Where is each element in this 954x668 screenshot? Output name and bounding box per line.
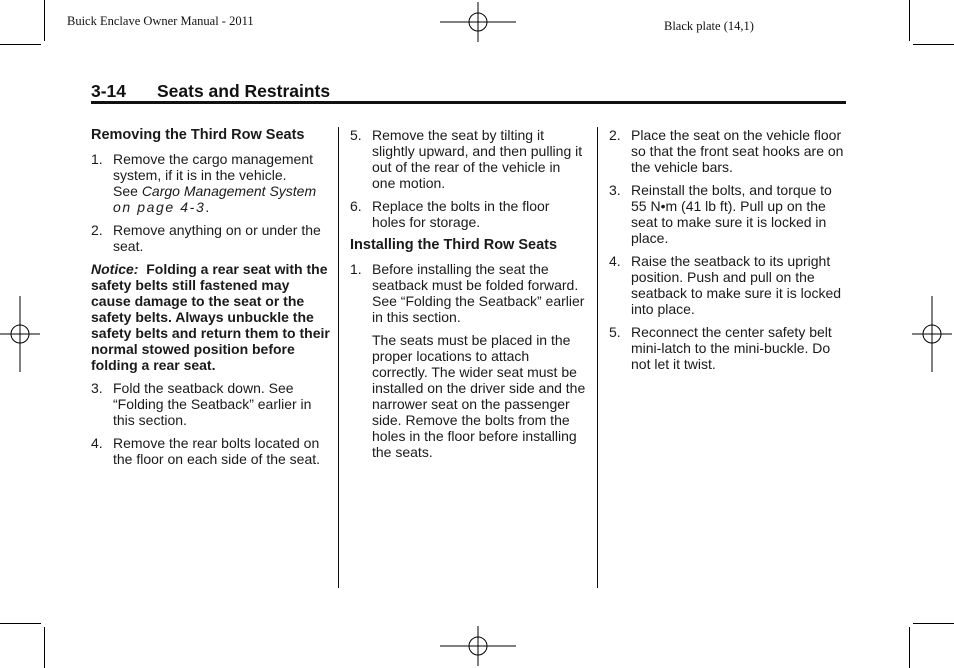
step-number: 6. <box>350 198 362 214</box>
crop-mark <box>913 623 954 624</box>
step-number: 4. <box>609 253 621 269</box>
notice-text: Folding a rear seat with the safety belts still fastened may cause damage to the seat or the safety belts. Always unbuckle the safety belts and return them to their normal stowed position before folding a rear seat. <box>91 261 330 373</box>
crop-mark <box>44 627 45 668</box>
registration-mark-icon <box>0 296 40 372</box>
crop-mark <box>909 627 910 668</box>
period: . <box>205 199 210 215</box>
list-item <box>91 222 331 254</box>
registration-mark-icon <box>440 2 516 42</box>
step-text: Remove anything on or under the seat. <box>113 222 321 254</box>
list-item <box>609 182 846 246</box>
step-number: 4. <box>91 435 103 451</box>
page-number: 3-14 <box>91 81 127 101</box>
column-3 <box>609 127 846 379</box>
step-number: 1. <box>350 261 362 277</box>
page-title <box>91 81 330 102</box>
list-item <box>350 261 586 325</box>
list-item <box>609 253 846 317</box>
heading-removing: Removing the Third Row Seats <box>91 127 305 143</box>
crop-mark <box>44 0 45 41</box>
list-item <box>91 380 331 428</box>
step-text: Fold the seatback down. See “Folding the Seatback” earlier in this section. <box>113 380 312 428</box>
heading-installing: Installing the Third Row Seats <box>350 237 558 253</box>
step-number: 1. <box>91 151 103 167</box>
step-text: Replace the bolts in the floor holes for storage. <box>372 198 550 230</box>
column-1 <box>91 127 331 474</box>
step-number: 3. <box>609 182 621 198</box>
step-number: 5. <box>609 324 621 340</box>
column-2 <box>350 127 586 467</box>
registration-mark-icon <box>912 296 952 372</box>
step-text: Raise the seatback to its upright position. Push and pull on the seatback to make sure it is locked into place. <box>631 253 842 317</box>
crop-mark <box>909 0 910 41</box>
column-divider <box>338 127 339 588</box>
plate-label: Black plate (14,1) <box>664 19 754 33</box>
step-text: Remove the rear bolts located on the floor on each side of the seat. <box>113 435 321 467</box>
step-number: 2. <box>609 127 621 143</box>
title-rule <box>91 101 846 104</box>
crop-mark <box>0 623 41 624</box>
registration-mark-icon <box>440 626 516 666</box>
list-item <box>350 198 586 230</box>
step-text: Place the seat on the vehicle floor so that the front seat hooks are on the vehicle bars. <box>631 127 844 175</box>
section-title: Seats and Restraints <box>157 81 331 101</box>
column-divider <box>597 127 598 588</box>
paragraph: The seats must be placed in the proper locations to attach correctly. The wider seat must be installed on the driver side and the narrower seat on the passenger side. Remove the bolts from the holes in the floor before installing the seats. <box>372 332 586 460</box>
see-text: See <box>113 183 142 199</box>
step-text: Remove the seat by tilting it slightly upward, and then pulling it out of the rear of the vehicle in one motion. <box>372 127 583 191</box>
crop-mark <box>913 44 954 45</box>
manual-title: Buick Enclave Owner Manual - 2011 <box>67 14 254 28</box>
cross-reference-page[interactable]: on page 4-3 <box>113 199 206 215</box>
step-text: Reconnect the center safety belt mini-latch to the mini-buckle. Do not let it twist. <box>631 324 832 372</box>
list-item <box>609 324 846 372</box>
cross-reference-link[interactable]: Cargo Management System <box>141 183 317 199</box>
notice <box>91 261 331 373</box>
list-item <box>91 435 331 467</box>
list-item <box>609 127 846 175</box>
step-text: Before installing the seat the seatback must be folded forward. See “Folding the Seatback” earlier in this section. <box>372 261 585 325</box>
crop-mark <box>0 44 41 45</box>
list-item <box>350 127 586 191</box>
step-text: Remove the cargo management system, if it is in the vehicle. <box>113 151 313 183</box>
step-number: 5. <box>350 127 362 143</box>
step-number: 2. <box>91 222 103 238</box>
step-text: Reinstall the bolts, and torque to 55 N•m (41 lb ft). Pull up on the seat to make sure it is locked in place. <box>631 182 832 246</box>
notice-label: Notice: <box>91 261 139 277</box>
list-item <box>91 151 331 215</box>
step-number: 3. <box>91 380 103 396</box>
